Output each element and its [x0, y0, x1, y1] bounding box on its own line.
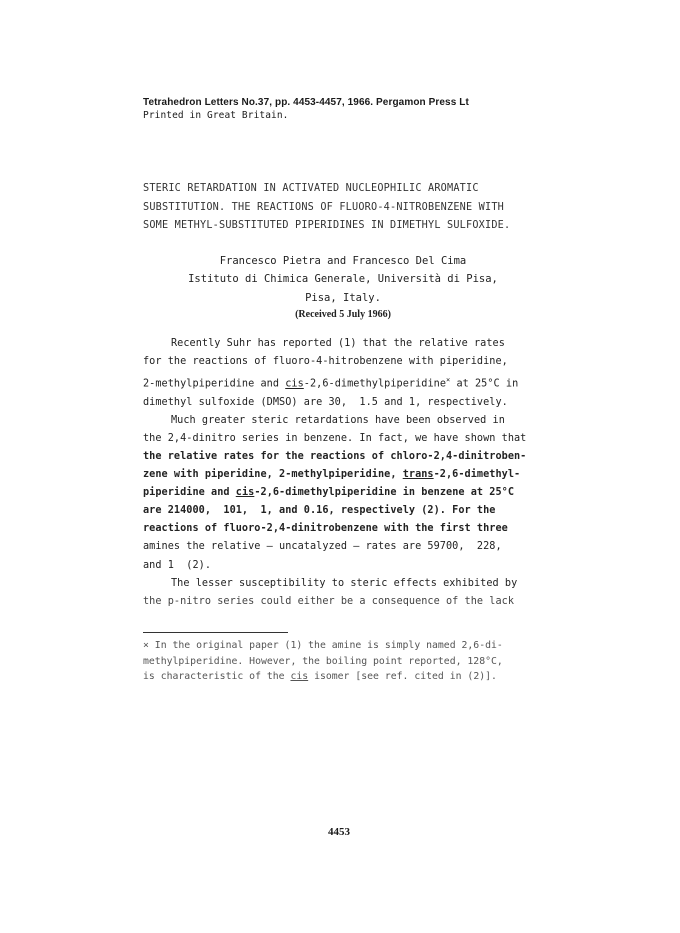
printed-in-line: Printed in Great Britain. [143, 110, 289, 121]
page-number: 4453 [328, 826, 350, 838]
p1-line: Recently Suhr has reported (1) that the relative rates [171, 338, 505, 349]
text-span: isomer [see ref. cited in (2)]. [308, 671, 497, 683]
text-span: is characteristic of the [143, 671, 291, 683]
text-span: -2,6-dimethyl- [433, 469, 521, 481]
p2-line: the 2,4-dinitro series in benzene. In fact, we have shown that [143, 432, 527, 444]
title-line-3: SOME METHYL-SUBSTITUTED PIPERIDINES IN DIMETHYL SULFOXIDE. [143, 220, 511, 231]
text-span: -2,6-dimethylpiperidine [303, 378, 446, 390]
text-span: zene with piperidine, 2-methylpiperidine, [143, 469, 403, 481]
cis-underlined: cis [290, 671, 309, 683]
cis-underlined: cis [285, 378, 304, 390]
footnote-line [143, 669, 543, 685]
trans-underlined: trans [402, 469, 434, 481]
title-line-2: SUBSTITUTION. THE REACTIONS OF FLUORO-4-NITROBENZENE WITH [143, 201, 505, 213]
received-date: (Received 5 July 1966) [295, 309, 391, 320]
p2-line: are 214000, 101, 1, and 0.16, respectively (2). For the [143, 505, 496, 517]
text-span: -2,6-dimethylpiperidine in benzene at 25°C [254, 487, 515, 499]
footnote-mark: × [446, 376, 451, 385]
footnote [143, 638, 543, 685]
article-title [143, 180, 543, 236]
p2-line: Much greater steric retardations have been observed in [171, 414, 505, 426]
journal-citation: Tetrahedron Letters No.37, pp. 4453-4457, 1966. Pergamon Press Lt [143, 97, 469, 108]
paragraph-3 [143, 575, 538, 611]
body-text [143, 335, 538, 611]
author-institute: Istituto di Chimica Generale, Università di Pisa, [188, 273, 498, 285]
p2-line: reactions of fluoro-2,4-dinitrobenzene with the first three [143, 523, 508, 535]
p2-line: the relative rates for the reactions of chloro-2,4-dinitroben- [143, 450, 527, 462]
text-span: 2-methylpiperidine and [143, 378, 286, 390]
p2-line [143, 466, 538, 484]
paragraph-1 [143, 335, 538, 412]
p2-line: amines the relative — uncatalyzed — rates are 59700, 228, [143, 541, 502, 553]
p3-line: the p-nitro series could either be a consequence of the lack [143, 595, 515, 607]
paragraph-2 [143, 412, 538, 575]
title-line-1: STERIC RETARDATION IN ACTIVATED NUCLEOPHILIC AROMATIC [143, 183, 479, 194]
p3-line: The lesser susceptibility to steric effects exhibited by [171, 577, 518, 589]
p1-line: for the reactions of fluoro-4-hitrobenzene with piperidine, [143, 356, 508, 368]
p2-line [143, 484, 538, 502]
author-names: Francesco Pietra and Francesco Del Cima [219, 255, 467, 267]
footnote-divider [143, 632, 288, 633]
cis-underlined: cis [235, 487, 255, 499]
footnote-line: × In the original paper (1) the amine is simply named 2,6-di- [143, 640, 503, 651]
p1-line [143, 371, 538, 393]
text-span: at 25°C in [450, 378, 519, 390]
footnote-line: methylpiperidine. However, the boiling point reported, 128°C, [143, 655, 503, 667]
author-city: Pisa, Italy. [305, 292, 381, 304]
text-span: piperidine and [143, 487, 236, 499]
p2-line: and 1 (2). [143, 559, 212, 571]
p1-line: dimethyl sulfoxide (DMSO) are 30, 1.5 and 1, respectively. [143, 396, 508, 408]
